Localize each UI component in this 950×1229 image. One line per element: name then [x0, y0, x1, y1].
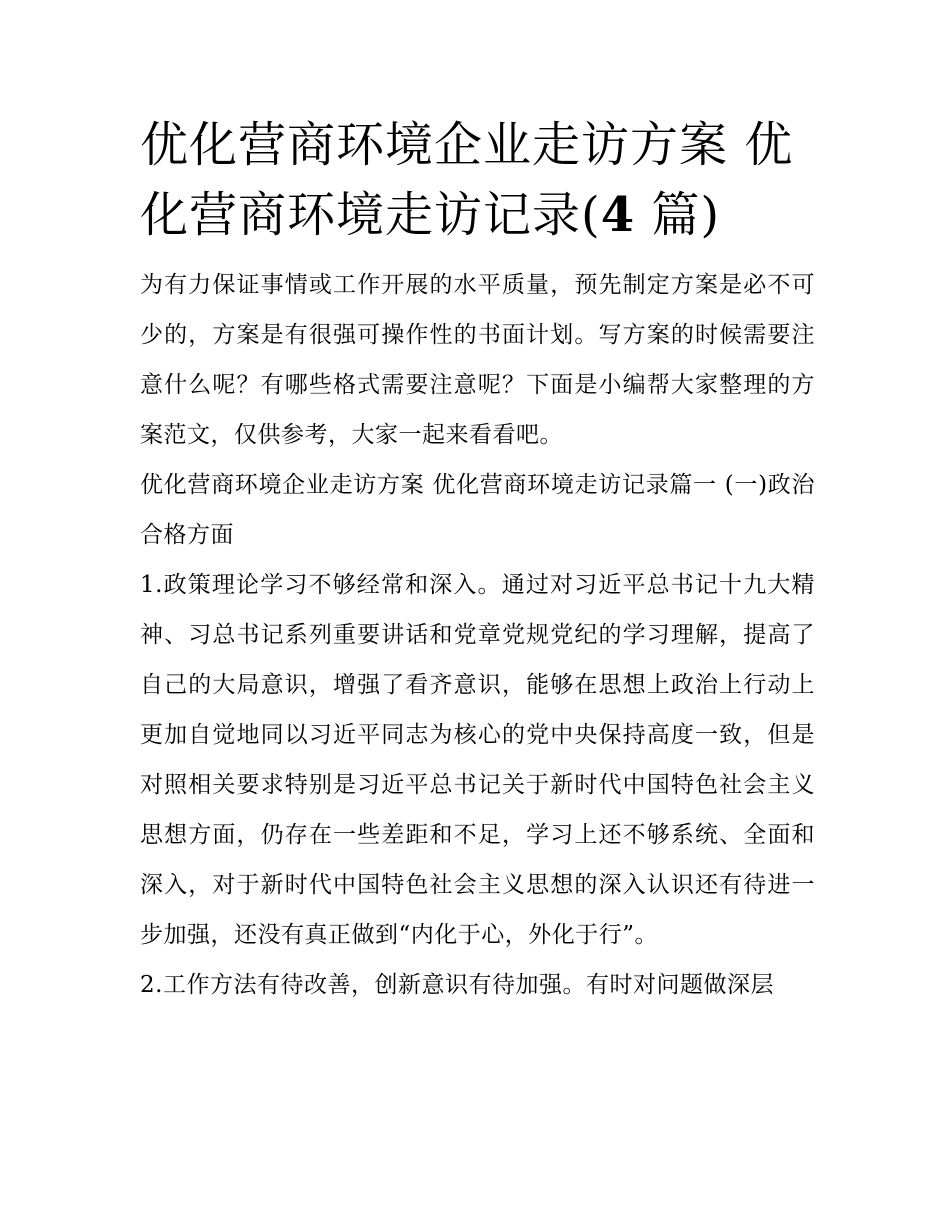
title-suffix: 篇) — [635, 187, 721, 243]
document-title — [140, 110, 815, 250]
section-heading: 优化营商环境企业走访方案 优化营商环境走访记录篇一 (一)政治合格方面 — [140, 472, 815, 548]
intro-paragraph: 为有力保证事情或工作开展的水平质量，预先制定方案是必不可少的，方案是有很强可操作性的书面计划。写方案的时候需要注意什么呢？有哪些格式需要注意呢？下面是小编帮大家整理的方案范文，仅供参考，大家一起来看看吧。 — [140, 272, 815, 448]
list-item-1: 1.政策理论学习不够经常和深入。通过对习近平总书记十九大精神、习总书记系列重要讲话和党章党规党纪的学习理解，提高了自己的大局意识，增强了看齐意识，能够在思想上政治上行动上更加自觉地同以习近平同志为核心的党中央保持高度一致，但是对照相关要求特别是习近平总书记关于新时代中国特色社会主义思想方面，仍存在一些差距和不足，学习上还不够系统、全面和深入，对于新时代中国特色社会主义思想的深入认识还有待进一步加强，还没有真正做到“内化于心，外化于行”。 — [140, 572, 815, 948]
title-number: 4 — [600, 187, 636, 243]
list-item-2: 2.工作方法有待改善，创新意识有待加强。有时对问题做深层 — [140, 972, 774, 998]
document-page — [140, 110, 815, 1010]
title-text: 优化营商环境企业走访方案 优化营商环境走访记录( — [140, 117, 794, 243]
